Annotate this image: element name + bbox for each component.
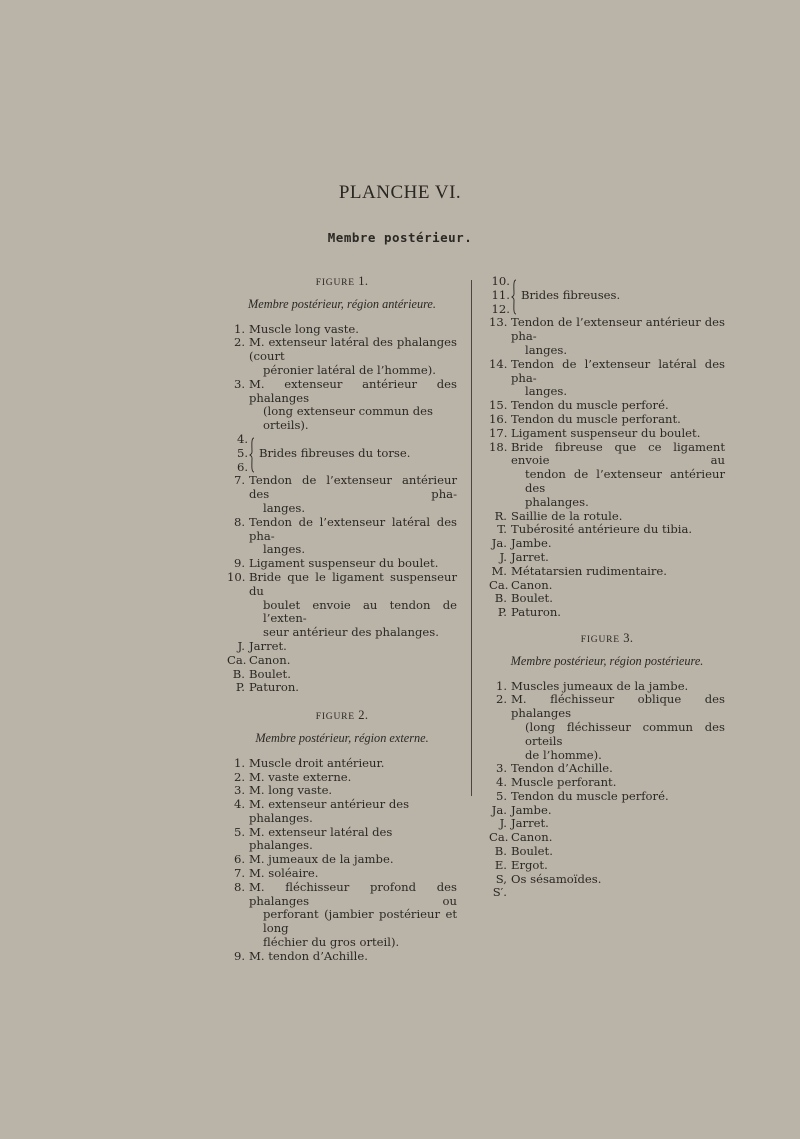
figure1-brace-text: Brides fibreuses du torse. <box>259 445 411 460</box>
legend-key: R. <box>494 508 507 523</box>
legend-line: Jarret. <box>511 816 549 831</box>
legend-key: P. <box>235 680 245 695</box>
legend-key: 15. <box>489 398 508 413</box>
legend-text <box>248 950 457 964</box>
legend-line: Tubérosité antérieure du tibia. <box>511 522 693 537</box>
legend-text <box>510 776 725 790</box>
legend-key: 7. <box>233 473 245 488</box>
legend-key: 18. <box>489 439 508 454</box>
legend-entry <box>227 516 457 557</box>
legend-text <box>248 516 457 557</box>
legend-line: Jarret. <box>249 638 287 653</box>
figure1-number: 1. <box>358 274 369 288</box>
legend-key: 7. <box>233 866 245 881</box>
legend-line: Os sésamoïdes. <box>511 871 602 886</box>
legend-line: (long fléchisseur commun des orteils <box>525 719 725 748</box>
legend-entry <box>489 537 725 551</box>
legend-entry <box>227 867 457 881</box>
legend-line: Métatarsien rudimentaire. <box>511 563 667 578</box>
legend-key: 4. <box>495 775 507 790</box>
legend-text <box>510 817 725 831</box>
legend-line: Muscle droit antérieur. <box>249 755 385 770</box>
legend-line: Canon. <box>511 830 553 845</box>
legend-key: P. <box>497 605 507 620</box>
legend-entry <box>489 817 725 831</box>
legend-key: 5. <box>495 788 507 803</box>
legend-line: M. soléaire. <box>249 866 319 881</box>
legend-line: Canon. <box>249 652 291 667</box>
legend-line: Tendon de l’extenseur antérieur des pha- <box>511 315 725 344</box>
legend-key: 10. <box>491 274 510 288</box>
figure2-label: FIGURE <box>315 712 355 723</box>
legend-key: 2. <box>233 769 245 784</box>
legend-key: 1. <box>233 321 245 336</box>
legend-entry <box>489 358 725 399</box>
legend-text <box>510 790 725 804</box>
figure1-cont-brace-group <box>489 275 725 316</box>
legend-line: Bride que le ligament suspenseur du <box>249 569 457 598</box>
legend-key: Ca. <box>489 577 509 592</box>
legend-key: 5. <box>233 824 245 839</box>
legend-entry <box>489 790 725 804</box>
legend-entry <box>489 680 725 694</box>
legend-line: Tendon du muscle perforé. <box>511 788 669 803</box>
legend-line: M. long vaste. <box>249 783 333 798</box>
legend-text <box>248 378 457 433</box>
legend-key: 14. <box>489 356 508 371</box>
legend-entry <box>489 413 725 427</box>
brace-icon <box>249 437 255 471</box>
figure1-cont-list <box>489 316 725 620</box>
figure1-heading <box>227 275 457 291</box>
figure3-label: FIGURE <box>580 634 620 645</box>
legend-entry <box>227 640 457 654</box>
legend-text <box>510 413 725 427</box>
legend-entry <box>489 845 725 859</box>
legend-text <box>510 859 725 873</box>
legend-key: 5. <box>236 445 248 460</box>
legend-line: Tendon de l’extenseur antérieur des pha- <box>249 473 457 502</box>
legend-key: S, S′. <box>492 871 507 900</box>
legend-text <box>510 510 725 524</box>
figure3-number: 3. <box>623 630 634 645</box>
legend-key: 16. <box>489 411 508 426</box>
figure3-heading <box>489 632 725 648</box>
legend-entry <box>489 606 725 620</box>
legend-entry <box>227 881 457 950</box>
legend-key: J. <box>499 549 507 564</box>
legend-key: T. <box>497 522 507 537</box>
legend-entry <box>489 316 725 357</box>
legend-line: Tendon du muscle perforant. <box>511 411 681 426</box>
legend-text <box>510 579 725 593</box>
legend-line: Saillie de la rotule. <box>511 508 623 523</box>
legend-line: fléchier du gros orteil). <box>263 935 400 950</box>
legend-key: E. <box>494 857 507 872</box>
legend-text <box>510 592 725 606</box>
legend-text <box>510 804 725 818</box>
legend-entry <box>489 427 725 441</box>
legend-text <box>248 323 457 337</box>
legend-line: M. jumeaux de la jambe. <box>249 852 394 867</box>
figure1-brace-group <box>227 433 457 474</box>
legend-line: M. extenseur latéral des phalanges (court <box>249 335 457 364</box>
legend-entry <box>227 668 457 682</box>
legend-key: 10. <box>227 569 246 584</box>
legend-key: B. <box>232 666 245 681</box>
legend-text <box>510 762 725 776</box>
legend-key: 3. <box>233 376 245 391</box>
plate-subtitle: Membre postérieur. <box>327 230 473 245</box>
legend-key: Ca. <box>489 830 509 845</box>
legend-text <box>248 798 457 826</box>
legend-line: Paturon. <box>249 680 299 695</box>
legend-key: 4. <box>233 797 245 812</box>
legend-text <box>248 784 457 798</box>
legend-text <box>510 693 725 762</box>
legend-line: Muscle long vaste. <box>249 321 359 336</box>
legend-text <box>248 654 457 668</box>
legend-key: 1. <box>495 678 507 693</box>
legend-line: Tendon de l’extenseur latéral des pha- <box>511 356 725 385</box>
legend-entry <box>489 510 725 524</box>
legend-entry <box>489 441 725 510</box>
legend-key: 11. <box>491 287 510 302</box>
legend-text <box>510 537 725 551</box>
figure1-brace-numbers <box>227 433 249 474</box>
legend-text <box>510 441 725 510</box>
legend-line: langes. <box>525 342 568 357</box>
legend-line: Muscle perforant. <box>511 775 617 790</box>
legend-line: M. tendon d’Achille. <box>249 948 368 963</box>
legend-line: Ligament suspenseur du boulet. <box>511 425 701 440</box>
legend-line: Muscles jumeaux de la jambe. <box>511 678 689 693</box>
legend-entry <box>489 873 725 901</box>
legend-line: M. fléchisseur profond des phalanges ou <box>249 879 457 908</box>
legend-entry <box>227 336 457 377</box>
legend-entry <box>227 474 457 515</box>
legend-key: B. <box>494 591 507 606</box>
legend-entry <box>227 378 457 433</box>
legend-text <box>510 606 725 620</box>
figure1-list <box>227 323 457 433</box>
legend-text <box>248 881 457 950</box>
figure1-cont-brace-text: Brides fibreuses. <box>521 287 621 302</box>
legend-key: 6. <box>236 459 248 474</box>
legend-text <box>510 427 725 441</box>
plate-title: PLANCHE VI. <box>338 182 462 203</box>
legend-text <box>510 523 725 537</box>
legend-key: J. <box>499 816 507 831</box>
legend-line: tendon de l’extenseur antérieur des <box>525 467 725 495</box>
legend-line: Boulet. <box>249 666 291 681</box>
legend-line: Boulet. <box>511 844 553 859</box>
legend-key: 13. <box>489 315 508 330</box>
legend-line: Tendon d’Achille. <box>511 761 613 776</box>
figure3-caption: Membre postérieur, région postérieure. <box>510 653 704 668</box>
figure1-caption: Membre postérieur, région antérieure. <box>248 296 436 311</box>
legend-line: de l’homme). <box>525 747 602 762</box>
legend-key: J. <box>237 638 245 653</box>
legend-text <box>248 640 457 654</box>
legend-entry <box>227 654 457 668</box>
legend-line: Jambe. <box>511 536 552 551</box>
legend-line: péronier latéral de l’homme). <box>263 362 436 377</box>
legend-line: M. extenseur antérieur des phalanges <box>249 376 457 405</box>
figure2-caption: Membre postérieur, région externe. <box>255 730 429 745</box>
figure2-list <box>227 757 457 964</box>
legend-text <box>248 336 457 377</box>
legend-key: 8. <box>233 514 245 529</box>
legend-line: boulet envoie au tendon de l’exten- <box>263 597 457 626</box>
column-divider <box>471 280 472 796</box>
legend-entry <box>227 571 457 640</box>
legend-line: seur antérieur des phalanges. <box>263 625 439 640</box>
legend-key: 3. <box>495 761 507 776</box>
legend-line: Jambe. <box>511 802 552 817</box>
legend-entry <box>227 784 457 798</box>
legend-key: 6. <box>233 852 245 867</box>
legend-entry <box>227 557 457 571</box>
legend-key: 9. <box>233 556 245 571</box>
legend-entry <box>489 551 725 565</box>
legend-line: M. vaste externe. <box>249 769 352 784</box>
figure2-number: 2. <box>358 708 369 723</box>
legend-entry <box>227 826 457 854</box>
legend-entry <box>489 399 725 413</box>
legend-entry <box>227 798 457 826</box>
legend-text <box>248 571 457 640</box>
legend-line: Ligament suspenseur du boulet. <box>249 556 439 571</box>
legend-key: B. <box>494 844 507 859</box>
figure1-label: FIGURE <box>315 278 355 288</box>
legend-key: 4. <box>236 431 248 446</box>
legend-line: Canon. <box>511 577 553 592</box>
legend-line: langes. <box>525 384 568 399</box>
legend-key: 9. <box>233 948 245 963</box>
legend-entry <box>489 859 725 873</box>
legend-text <box>248 826 457 854</box>
legend-text <box>248 853 457 867</box>
legend-line: Paturon. <box>511 605 561 620</box>
legend-line: M. extenseur antérieur des phalanges. <box>249 797 410 825</box>
legend-key: Ja. <box>491 802 507 817</box>
legend-text <box>248 557 457 571</box>
figure3-list <box>489 680 725 901</box>
legend-entry <box>489 523 725 537</box>
legend-line: Boulet. <box>511 591 553 606</box>
legend-entry <box>489 762 725 776</box>
legend-entry <box>489 693 725 762</box>
legend-line: Bride fibreuse que ce ligament envoie au <box>511 439 725 468</box>
legend-key: M. <box>491 563 507 578</box>
legend-line: M. fléchisseur oblique des phalanges <box>511 692 725 721</box>
legend-line: langes. <box>263 542 306 557</box>
legend-line: Tendon du muscle perforé. <box>511 398 669 413</box>
legend-line: phalanges. <box>525 494 589 509</box>
legend-key: Ja. <box>491 536 507 551</box>
legend-text <box>248 771 457 785</box>
legend-entry <box>227 681 457 695</box>
legend-text <box>510 316 725 357</box>
legend-entry <box>489 831 725 845</box>
legend-text <box>510 358 725 399</box>
legend-text <box>510 565 725 579</box>
legend-text <box>510 831 725 845</box>
legend-entry <box>227 853 457 867</box>
legend-line: Ergot. <box>511 857 548 872</box>
legend-entry <box>489 565 725 579</box>
legend-text <box>510 399 725 413</box>
legend-key: 1. <box>233 755 245 770</box>
legend-line: langes. <box>263 500 306 515</box>
legend-key: Ca. <box>227 652 247 667</box>
legend-entry <box>489 592 725 606</box>
figure2-heading <box>227 709 457 725</box>
legend-key: 3. <box>233 783 245 798</box>
legend-entry <box>227 323 457 337</box>
legend-line: perforant (jambier postérieur et long <box>263 907 457 936</box>
legend-line: Jarret. <box>511 549 549 564</box>
legend-entry <box>489 776 725 790</box>
legend-key: 8. <box>233 879 245 894</box>
legend-text <box>510 680 725 694</box>
legend-entry <box>489 804 725 818</box>
legend-entry <box>489 579 725 593</box>
legend-entry <box>227 757 457 771</box>
legend-line: M. extenseur latéral des phalanges. <box>249 824 393 853</box>
legend-entry <box>227 771 457 785</box>
legend-text <box>510 551 725 565</box>
legend-text <box>510 845 725 859</box>
legend-key: 2. <box>495 692 507 707</box>
legend-text <box>248 867 457 881</box>
legend-key: 12. <box>491 301 510 316</box>
brace-icon <box>511 279 517 313</box>
left-column <box>227 275 457 964</box>
legend-text <box>248 757 457 771</box>
legend-text <box>510 873 725 901</box>
legend-line: Tendon de l’extenseur latéral des pha- <box>249 514 457 543</box>
right-column <box>489 275 725 900</box>
figure1-cont-brace-numbers <box>489 275 511 316</box>
legend-text <box>248 681 457 695</box>
legend-key: 2. <box>233 335 245 350</box>
figure1-list-2 <box>227 474 457 695</box>
legend-line: (long extenseur commun des orteils). <box>263 404 433 433</box>
legend-key: 17. <box>489 425 508 440</box>
legend-text <box>248 474 457 515</box>
legend-entry <box>227 950 457 964</box>
legend-text <box>248 668 457 682</box>
